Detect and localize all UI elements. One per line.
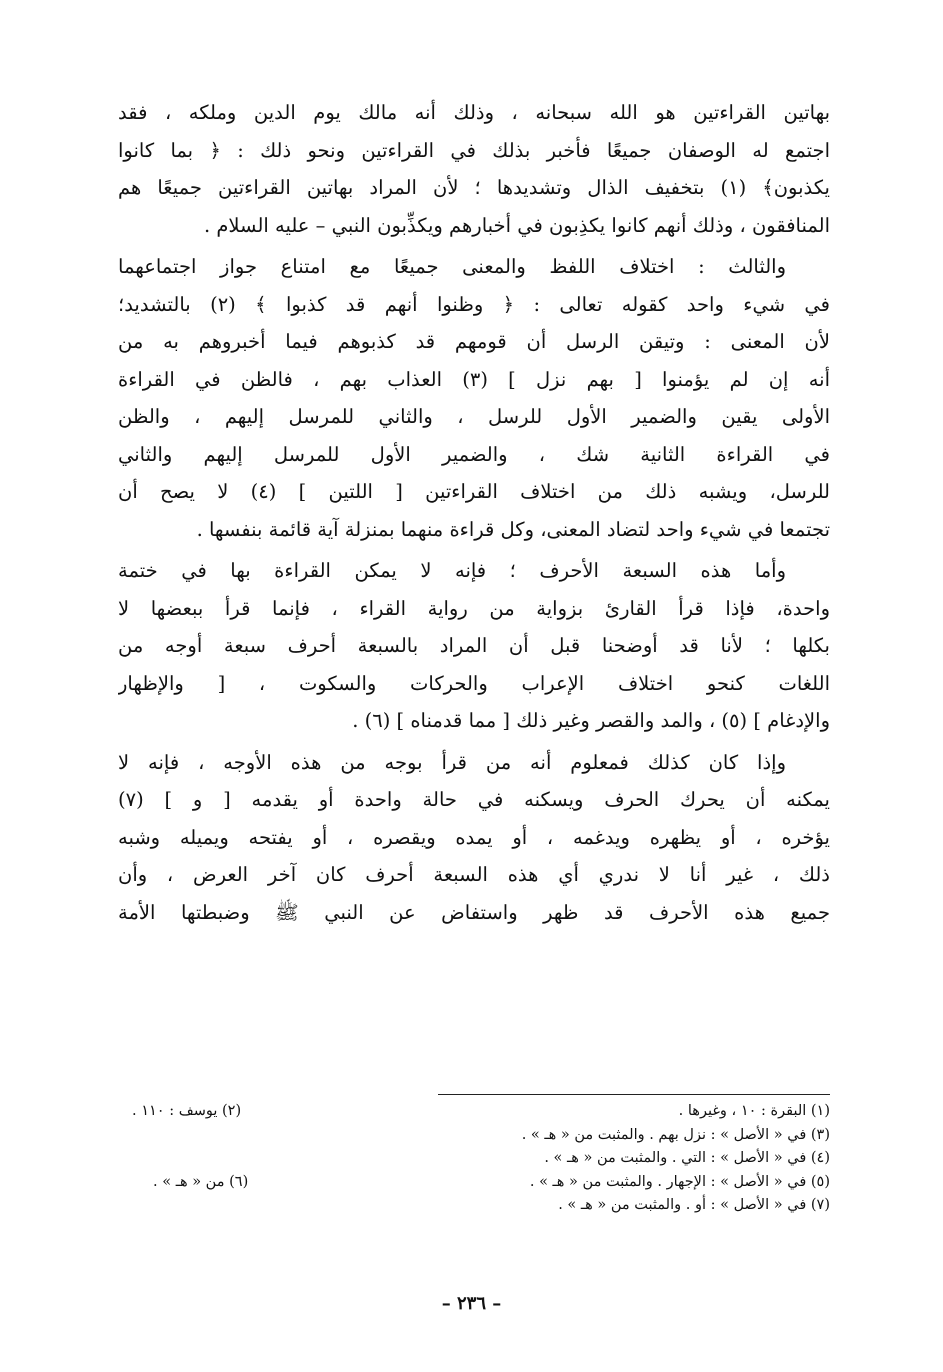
text-line: وأما هذه السبعة الأحرف ؛ فإنه لا يمكن القراءة بها في ختمة xyxy=(118,559,786,582)
paragraph-1 xyxy=(118,94,830,244)
text-line: بكلها ؛ لأنا قد أوضحنا قبل أن المراد بالسبعة أحرف سبعة أوجه من xyxy=(118,634,830,657)
text-line: أنه إن لم يؤمنوا [ بهم نزل ] (٣) العذاب بهم ، فالظن في القراءة xyxy=(118,367,830,391)
text-line: في القراءة الثانية شك ، والضمير الأول للمرسل إليهم والثاني xyxy=(118,442,830,466)
text-line: ذلك ، غير أنا لا ندري أي هذه السبعة أحرف كان آخر العرض ، وأن xyxy=(118,863,830,886)
footnote-3: (٣) في « الأصل » : نزل بهم . والمثبت من « هـ » . xyxy=(521,1126,830,1143)
footnotes xyxy=(118,1100,830,1218)
page-number: – ٢٣٦ – xyxy=(441,1293,502,1314)
text-line: الأولى يقين والضمير الأول للرسل ، والثاني للمرسل إليهم ، والظن xyxy=(118,405,830,428)
footnote-line xyxy=(118,1194,830,1218)
text-line: واحدة، فإذا قرأ القارئ بزواية من رواية القراء ، فإنما قرأ ببعضها لا xyxy=(118,596,830,620)
text-line: يمكنه أن يحرك الحرف ويسكنه في حالة واحدة أو يقدمه [ و ] (٧) xyxy=(118,788,830,811)
main-text xyxy=(118,94,830,931)
footnote-line xyxy=(118,1171,830,1195)
paragraph-3 xyxy=(118,552,830,740)
text-line: يؤخره ، أو يظهره ويدغمه ، أو يمده ويقصره ، أو يفتحه ويميله وشبه xyxy=(118,825,830,849)
footnote-line xyxy=(118,1100,830,1124)
footnote-2: (٢) يوسف : ١١٠ . xyxy=(132,1103,242,1119)
paragraph-2 xyxy=(118,248,830,548)
paragraph-4 xyxy=(118,744,830,932)
text-line: لأن المعنى : وتيقن الرسل أن قومهم قد كذبوهم فيما أخبروهم به من xyxy=(118,330,830,353)
footnote-1: (١) البقرة : ١٠ ، وغيرها . xyxy=(678,1103,830,1119)
text-line: المنافقون ، وذلك أنهم كانوا يكذِبون في أخبارهم ويكذِّبون النبي – عليه السلام . xyxy=(203,213,830,237)
text-line: تجتمعا في شيء واحد لتضاد المعنى، وكل قراءة منهما بمنزلة آية قائمة بنفسها . xyxy=(196,517,830,541)
text-line: اجتمع له الوصفان جميعًا فأخبر بذلك في القراءتين ونحو ذلك : ﴿ بما كانوا xyxy=(118,138,830,162)
footnote-5: (٥) في « الأصل » : الإجهار . والمثبت من « هـ » . xyxy=(529,1173,830,1190)
footnote-7: (٧) في « الأصل » : أو . والمثبت من « هـ » . xyxy=(558,1197,830,1213)
footnote-divider xyxy=(438,1094,830,1095)
footnote-line xyxy=(118,1124,830,1148)
text-line: وإذا كان كذلك فمعلوم أنه من قرأ بوجه من هذه الأوجه ، فإنه لا xyxy=(118,750,786,774)
text-line: في شيء واحد كقوله تعالى : ﴿ وظنوا أنهم قد كذبوا ﴾ (٢) بالتشديد؛ xyxy=(118,292,830,316)
footnote-line xyxy=(118,1147,830,1171)
text-line: اللغات كنحو اختلاف الإعراب والحركات والسكوت ، [ والإظهار xyxy=(118,671,830,695)
text-line: والثالث : اختلاف اللفظ والمعنى جميعًا مع امتناع جواز اجتماعهما xyxy=(118,255,786,278)
text-line: للرسل، ويشبه ذلك من اختلاف القراءتين [ اللتين ] (٤) لا يصح أن xyxy=(118,480,830,503)
footnote-4: (٤) في « الأصل » : التي . والمثبت من « هـ » . xyxy=(544,1150,830,1166)
text-line: يكذبون﴾ (١) بتخفيف الذال وتشديدها ؛ لأن المراد بهاتين القراءتين جميعًا هم xyxy=(118,176,830,199)
text-line: جميع هذه الأحرف قد ظهر واستفاض عن النبي ﷺ وضبطتها الأمة xyxy=(118,900,830,924)
footnote-6: (٦) من « هـ » . xyxy=(153,1173,249,1190)
text-line: بهاتين القراءتين هو الله سبحانه ، وذلك أنه مالك يوم الدين وملكه ، فقد xyxy=(118,101,830,124)
text-line: والإدغام ] (٥) ، والمد والقصر وغير ذلك [ مما قدمناه ] (٦) . xyxy=(352,709,830,732)
